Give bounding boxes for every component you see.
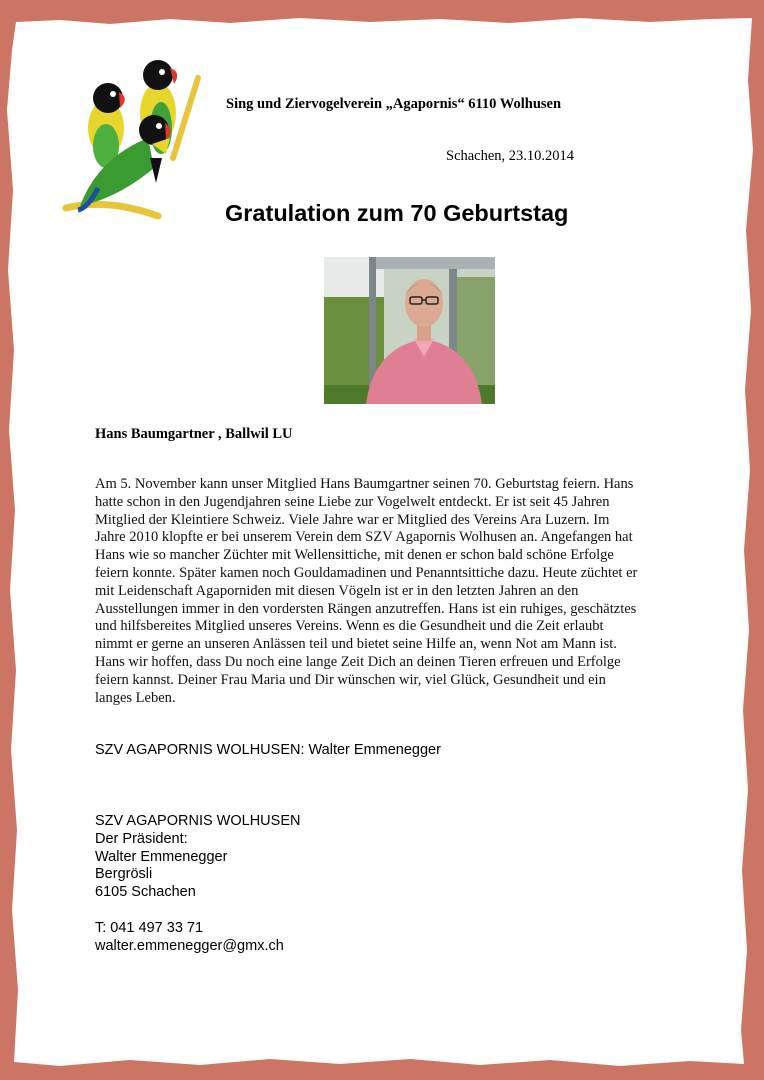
- address-line: SZV AGAPORNIS WOLHUSEN: [95, 813, 301, 829]
- address-spacer: [95, 902, 300, 920]
- phone-number: T: 041 497 33 71: [95, 919, 204, 936]
- address-block: [95, 813, 300, 955]
- body-line: Jahre 2010 klopfte er bei unserem Verein dem SZV Agapornis Wolhusen an. Angefangen hat: [95, 529, 633, 546]
- address-line: 6105 Schachen: [95, 884, 196, 901]
- body-line: Mitglied der Kleintiere Schweiz. Viele Jahre war er Mitglied des Vereins Ara Luzern. Im: [95, 511, 610, 528]
- portrait-photo: [324, 257, 495, 404]
- club-name: Sing und Ziervogelverein „Agapornis“ 6110 Wolhusen: [226, 96, 562, 112]
- body-line: feiern konnte. Später kamen noch Gouldamadinen und Penanntsittiche dazu. Heute züchtet er: [95, 564, 638, 581]
- body-line: Ausstellungen immer in den vordersten Rängen anzutreffen. Hans ist ein ruhiges, geschätztes: [95, 600, 637, 617]
- page-title: Gratulation zum 70 Geburtstag: [225, 200, 569, 226]
- address-line: Bergrösli: [95, 866, 153, 883]
- body-line: Hans wir hoffen, dass Du noch eine lange Zeit Dich an deinen Tieren erfreuen und Erfolge: [95, 653, 621, 670]
- body-line: langes Leben.: [95, 689, 176, 706]
- body-line: Hans wie so mancher Züchter mit Wellensittiche, mit denen er schon bald schöne Erfolge: [95, 547, 614, 564]
- body-line: hatte schon in den Jugendjahren seine Liebe zur Vogelwelt entdeckt. Er ist seit 45 Jahren: [95, 493, 610, 510]
- body-line: Am 5. November kann unser Mitglied Hans Baumgartner seinen 70. Geburtstag feiern. Hans: [95, 476, 634, 492]
- email-address[interactable]: walter.emmenegger@gmx.ch: [95, 937, 284, 954]
- honoree-name: Hans Baumgartner , Ballwil LU: [95, 426, 293, 442]
- signoff-line: SZV AGAPORNIS WOLHUSEN: Walter Emmenegger: [95, 742, 441, 758]
- body-paragraph: [95, 476, 675, 707]
- body-line: feiern kannst. Deiner Frau Maria und Dir wünschen wir, viel Glück, Gesundheit und ein: [95, 671, 606, 688]
- address-line: Der Präsident:: [95, 830, 188, 847]
- letter-date: Schachen, 23.10.2014: [446, 148, 575, 164]
- body-line: nimmt er gerne an unseren Anlässen teil und bietet seine Hilfe an, wenn Not am Mann ist.: [95, 636, 617, 653]
- address-line: Walter Emmenegger: [95, 848, 228, 865]
- body-line: und hilfsbereites Mitglied unseres Vereins. Wenn es die Gesundheit und die Zeit erlaubt: [95, 618, 604, 635]
- lovebirds-logo: [58, 58, 203, 223]
- body-line: mit Leidenschaft Agaporniden mit diesen Vögeln ist er in den letzten Jahren an den: [95, 582, 579, 599]
